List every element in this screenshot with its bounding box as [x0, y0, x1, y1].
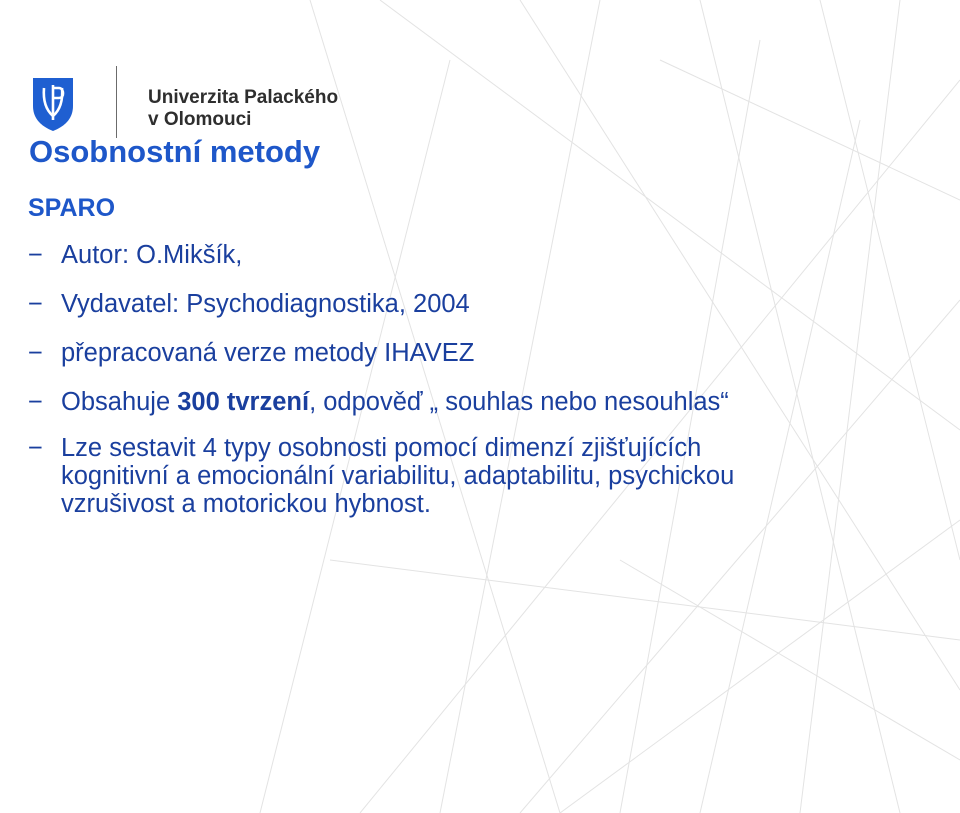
- bullet-item: [28, 388, 928, 416]
- bullet-text-line: Lze sestavit 4 typy osobnosti pomocí dimenzí zjišťujících: [61, 434, 702, 462]
- bullet-text-prefix: Obsahuje: [61, 388, 178, 416]
- bullet-text-suffix: , odpověď „ souhlas nebo nesouhlas“: [309, 388, 729, 416]
- university-shield-icon: [31, 76, 75, 132]
- bullet-item: [28, 339, 928, 367]
- university-name-line1: Univerzita Palackého: [148, 87, 339, 108]
- bullet-marker: −: [28, 241, 43, 269]
- bullet-text-bold: 300 tvrzení: [177, 388, 310, 416]
- university-name: [148, 87, 338, 131]
- bullet-text-line: kognitivní a emocionální variabilitu, adaptabilitu, psychickou: [61, 462, 735, 490]
- university-name-line2: v Olomouci: [148, 109, 252, 130]
- bullet-list: [28, 241, 928, 539]
- bullet-item: [28, 290, 928, 318]
- slide-title: Osobnostní metody: [29, 134, 321, 169]
- bullet-text: Vydavatel: Psychodiagnostika, 2004: [61, 290, 470, 318]
- bullet-text-line: vzrušivost a motorickou hybnost.: [61, 490, 431, 518]
- bullet-marker: −: [28, 339, 43, 367]
- bullet-marker: −: [28, 388, 43, 416]
- bullet-item: [28, 434, 928, 518]
- slide-subtitle: SPARO: [28, 194, 116, 222]
- bullet-marker: −: [28, 434, 43, 462]
- bullet-text: přepracovaná verze metody IHAVEZ: [61, 339, 475, 367]
- bullet-text: Autor: O.Mikšík,: [61, 241, 243, 269]
- logo-divider: [116, 66, 117, 138]
- bullet-marker: −: [28, 290, 43, 318]
- bullet-item: [28, 241, 928, 269]
